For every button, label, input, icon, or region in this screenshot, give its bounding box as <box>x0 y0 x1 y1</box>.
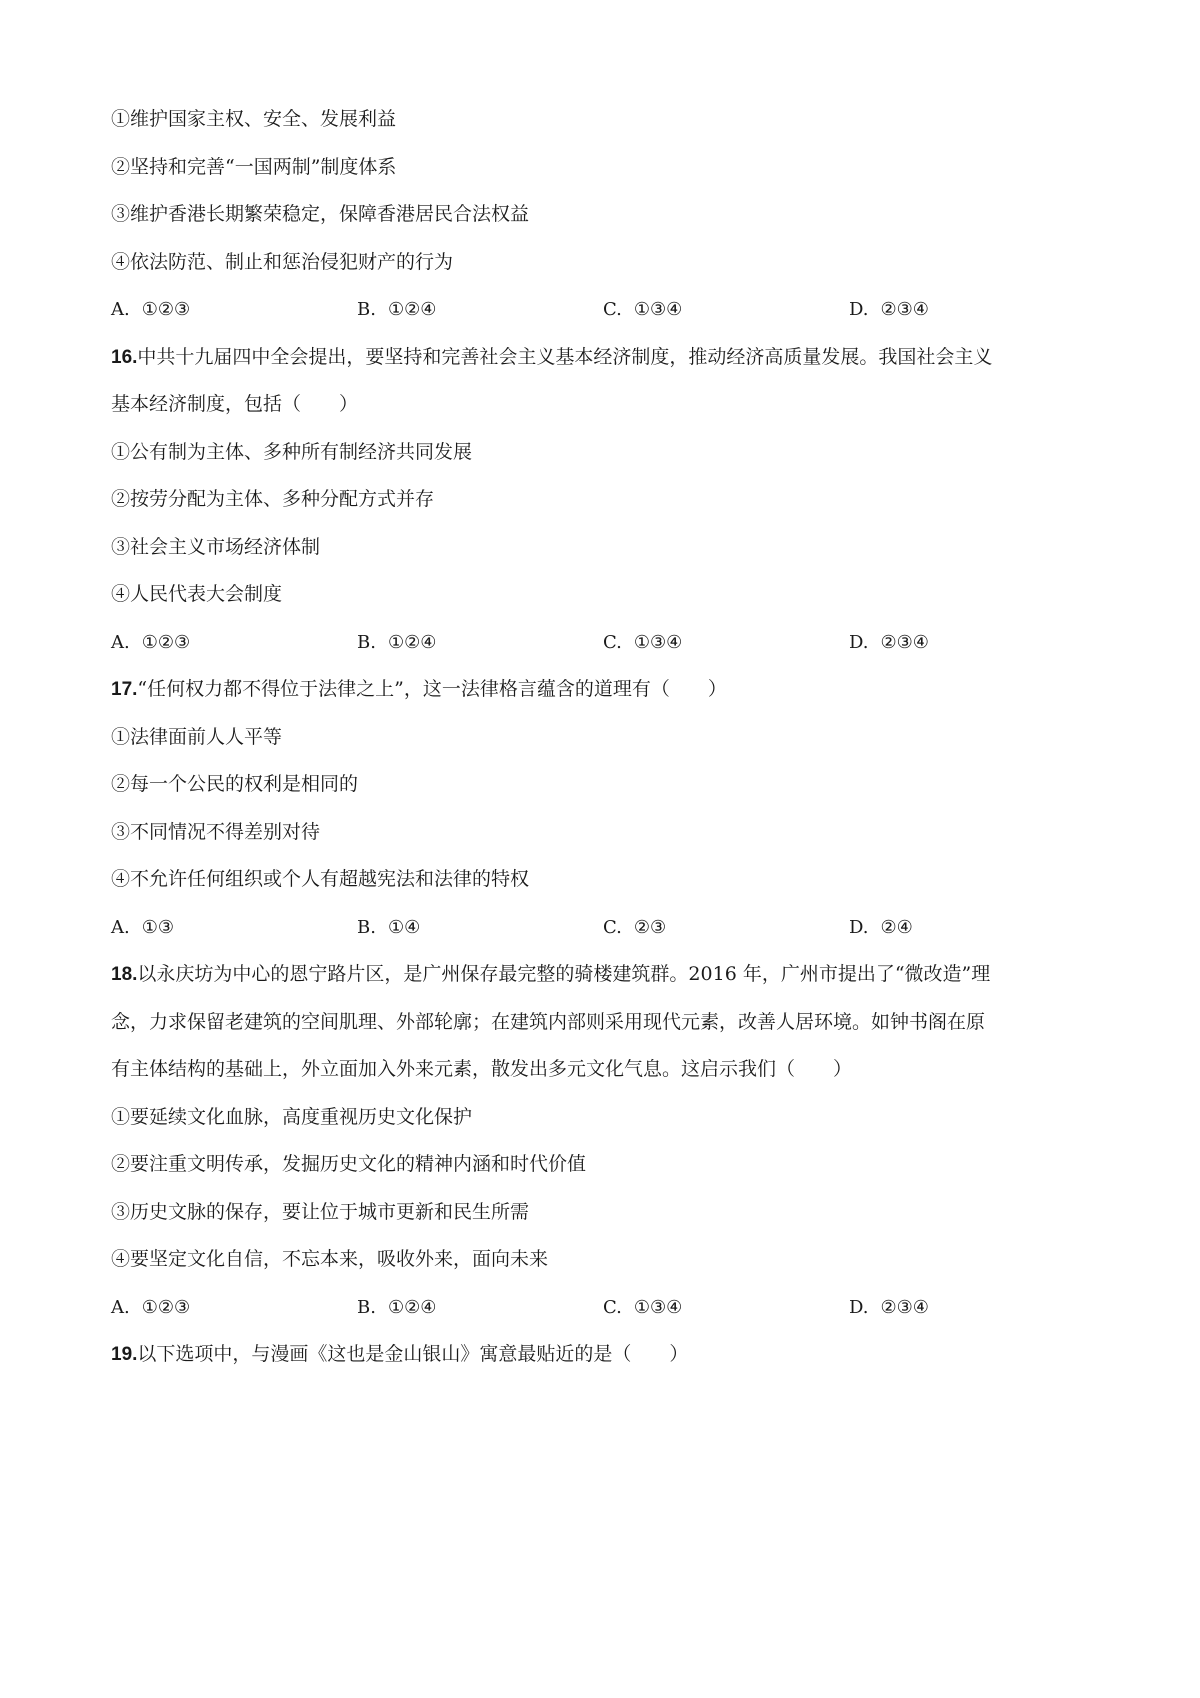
answer-options <box>111 904 1101 952</box>
option-c: C. ②③ <box>603 916 667 938</box>
statement-2: ②每一个公民的权利是相同的 <box>111 773 359 795</box>
option-c: C. ①③④ <box>603 631 683 653</box>
statement-4: ④要坚定文化自信，不忘本来，吸收外来，面向未来 <box>111 1248 549 1270</box>
statement-2: ②按劳分配为主体、多种分配方式并存 <box>111 488 435 510</box>
option-d: D. ②③④ <box>849 299 929 320</box>
option-a: A. ①②③ <box>111 299 191 320</box>
question-18 <box>111 951 1101 1331</box>
question-stem-line: 有主体结构的基础上，外立面加入外来元素，散发出多元文化气息。这启示我们（ ） <box>111 1058 853 1080</box>
question-number: 19. <box>111 1344 138 1365</box>
question-stem-line: 19.以下选项中，与漫画《这也是金山银山》寓意最贴近的是（ ） <box>111 1343 689 1365</box>
option-b: B. ①②④ <box>357 299 437 320</box>
statement-2: ②要注重文明传承，发掘历史文化的精神内涵和时代价值 <box>111 1153 587 1175</box>
statement-1: ①要延续文化血脉，高度重视历史文化保护 <box>111 1105 473 1128</box>
option-a: A. ①③ <box>111 916 175 938</box>
statement-4: ④人民代表大会制度 <box>111 583 283 605</box>
answer-options <box>111 286 1101 334</box>
statement-3: ③社会主义市场经济体制 <box>111 535 321 558</box>
exam-page <box>111 96 1101 1379</box>
question-stem-line: 17.“任何权力都不得位于法律之上”，这一法律格言蕴含的道理有（ ） <box>111 678 727 700</box>
option-d: D. ②③④ <box>849 1296 929 1318</box>
option-b: B. ①④ <box>357 916 421 938</box>
question-16 <box>111 334 1101 667</box>
question-stem-line: 基本经济制度，包括（ ） <box>111 393 359 415</box>
option-d: D. ②④ <box>849 916 913 938</box>
statement-3: ③历史文脉的保存，要让位于城市更新和民生所需 <box>111 1200 530 1223</box>
option-a: A. ①②③ <box>111 631 191 653</box>
statement-4: ④不允许任何组织或个人有超越宪法和法律的特权 <box>111 868 530 890</box>
statement-1: ①法律面前人人平等 <box>111 725 283 748</box>
option-b: B. ①②④ <box>357 1296 437 1318</box>
option-b: B. ①②④ <box>357 631 437 653</box>
option-c: C. ①③④ <box>603 299 683 320</box>
statement-3: ③维护香港长期繁荣稳定，保障香港居民合法权益 <box>111 203 530 225</box>
question-19 <box>111 1331 1101 1379</box>
question-stem-line: 念，力求保留老建筑的空间肌理、外部轮廓；在建筑内部则采用现代元素，改善人居环境。如钟书阁在原 <box>111 1010 986 1033</box>
question-stem-line: 18.以永庆坊为中心的恩宁路片区，是广州保存最完整的骑楼建筑群。2016 年，广州市提出了“微改造”理 <box>111 963 991 985</box>
question-number: 16. <box>111 346 138 368</box>
answer-options <box>111 619 1101 667</box>
question-17 <box>111 666 1101 951</box>
statement-1: ①维护国家主权、安全、发展利益 <box>111 108 397 130</box>
question-15 <box>111 96 1101 334</box>
statement-3: ③不同情况不得差别对待 <box>111 820 321 843</box>
option-d: D. ②③④ <box>849 631 929 653</box>
answer-options <box>111 1284 1101 1332</box>
statement-4: ④依法防范、制止和惩治侵犯财产的行为 <box>111 250 454 273</box>
option-a: A. ①②③ <box>111 1296 191 1318</box>
statement-2: ②坚持和完善“一国两制”制度体系 <box>111 155 397 178</box>
question-number: 18. <box>111 964 138 985</box>
statement-1: ①公有制为主体、多种所有制经济共同发展 <box>111 440 473 463</box>
question-number: 17. <box>111 679 138 700</box>
question-stem-line: 16.中共十九届四中全会提出，要坚持和完善社会主义基本经济制度，推动经济高质量发展。我国社会主义 <box>111 345 993 368</box>
option-c: C. ①③④ <box>603 1296 683 1318</box>
